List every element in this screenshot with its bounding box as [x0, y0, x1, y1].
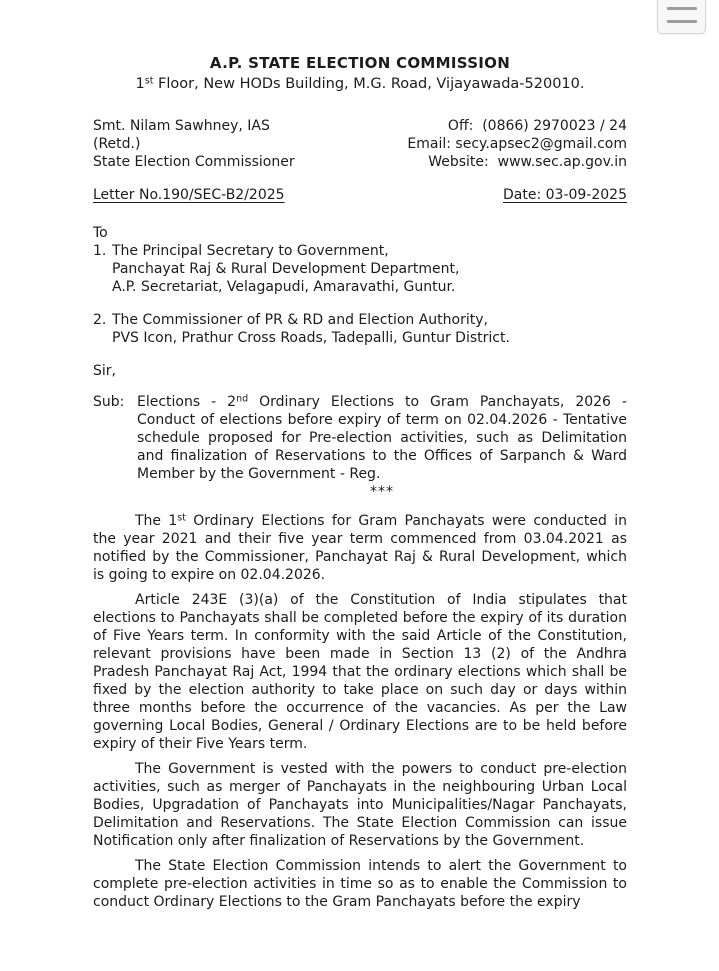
- letter-number: Letter No.190/SEC-B2/2025: [93, 187, 285, 203]
- hamburger-line: [667, 20, 697, 23]
- paragraph-4: The State Election Commission intends to alert the Government to complete pre-election activities in time so as to enable the Commission to conduct Ordinary Elections to the Gram Panchayats before the expiry: [93, 858, 627, 910]
- recipient-line: PVS Icon, Prathur Cross Roads, Tadepalli, Guntur District.: [112, 330, 510, 346]
- paragraph-1-seg2: Ordinary Elections for Gram Panchayats were conducted in the year 2021 and their five year term commenced from 03.04.2021 as notified by the Commissioner, Panchayat Raj & Rural Development, which is going to expire on 02.04.2026.: [93, 513, 627, 583]
- letter-document: [93, 0, 627, 911]
- contact-email: Email: secy.apsec2@gmail.com: [407, 136, 627, 152]
- officer-contact-row: [93, 117, 627, 171]
- commission-title: A.P. STATE ELECTION COMMISSION: [209, 54, 511, 72]
- recipient-number: 1.: [93, 243, 107, 259]
- recipient-line: A.P. Secretariat, Velagapudi, Amaravathi, Guntur.: [112, 279, 456, 295]
- address-post: Floor, New HODs Building, M.G. Road, Vijayawada-520010.: [153, 76, 585, 92]
- contact-phone: Off: (0866) 2970023 / 24: [447, 118, 627, 134]
- recipient-number: 2.: [93, 312, 107, 328]
- address-pre: 1: [135, 76, 145, 92]
- officer-block: [93, 117, 295, 171]
- commission-address: [93, 75, 627, 93]
- subject-block: [93, 393, 627, 501]
- subject-superscript: nd: [236, 393, 249, 405]
- subject-text: [137, 393, 627, 501]
- paragraph-1-seg1: The 1: [135, 513, 178, 529]
- menu-button[interactable]: [657, 0, 706, 34]
- reference-row: [93, 186, 627, 204]
- contact-block: [407, 117, 627, 171]
- recipient-line: [93, 242, 627, 260]
- to-label: To: [93, 225, 108, 241]
- paragraph-1: [93, 512, 627, 584]
- subject-seg1: Elections - 2: [137, 394, 237, 410]
- recipient-line: [93, 311, 627, 329]
- salutation: Sir,: [93, 363, 116, 379]
- address-superscript: st: [144, 75, 154, 87]
- separator-stars: ***: [370, 484, 394, 500]
- recipient-text: The Commissioner of PR & RD and Election Authority,: [112, 312, 488, 328]
- recipient-line: Panchayat Raj & Rural Development Department,: [112, 261, 460, 277]
- officer-designation: State Election Commissioner: [93, 154, 295, 170]
- hamburger-icon: [658, 0, 705, 33]
- subject-label: Sub:: [93, 394, 125, 410]
- paragraph-3: The Government is vested with the powers to conduct pre-election activities, such as merger of Panchayats in the neighbouring Urban Local Bodies, Upgradation of Panchayats into Municipalities/Nagar Panchayats, Delimitation and Reservations. The State Election Commission can issue Notification only after finalization of Reservations by the Government.: [93, 761, 627, 849]
- recipient-text: The Principal Secretary to Government,: [112, 243, 389, 259]
- officer-retired: (Retd.): [93, 136, 141, 152]
- paragraph-1-superscript: st: [177, 512, 186, 524]
- paragraph-2: Article 243E (3)(a) of the Constitution of India stipulates that elections to Panchayats shall be completed before the expiry of its duration of Five Years term. In conformity with the said Article of the Constitution, relevant provisions have been made in Section 13 (2) of the Andhra Pradesh Panchayat Raj Act, 1994 that the ordinary elections which shall be fixed by the election authority to take place on such day or days within three months before the occurrence of the vacancies. As per the Law governing Local Bodies, General / Ordinary Elections are to be held before expiry of their Five Years term.: [93, 592, 627, 752]
- officer-name: Smt. Nilam Sawhney, IAS: [93, 118, 270, 134]
- recipient-1: [93, 242, 627, 296]
- letter-date: Date: 03-09-2025: [503, 187, 627, 203]
- recipient-2: [93, 311, 627, 347]
- subject-seg2: Ordinary Elections to Gram Panchayats, 2026 - Conduct of elections before expiry of term on 02.04.2026 - Tentative schedule proposed for Pre-election activities, such as Delimitation and finalization of Reservations to the Offices of Sarpanch & Ward Member by the Government - Reg.: [137, 394, 627, 482]
- contact-website: Website: www.sec.ap.gov.in: [428, 154, 627, 170]
- hamburger-line: [667, 7, 697, 10]
